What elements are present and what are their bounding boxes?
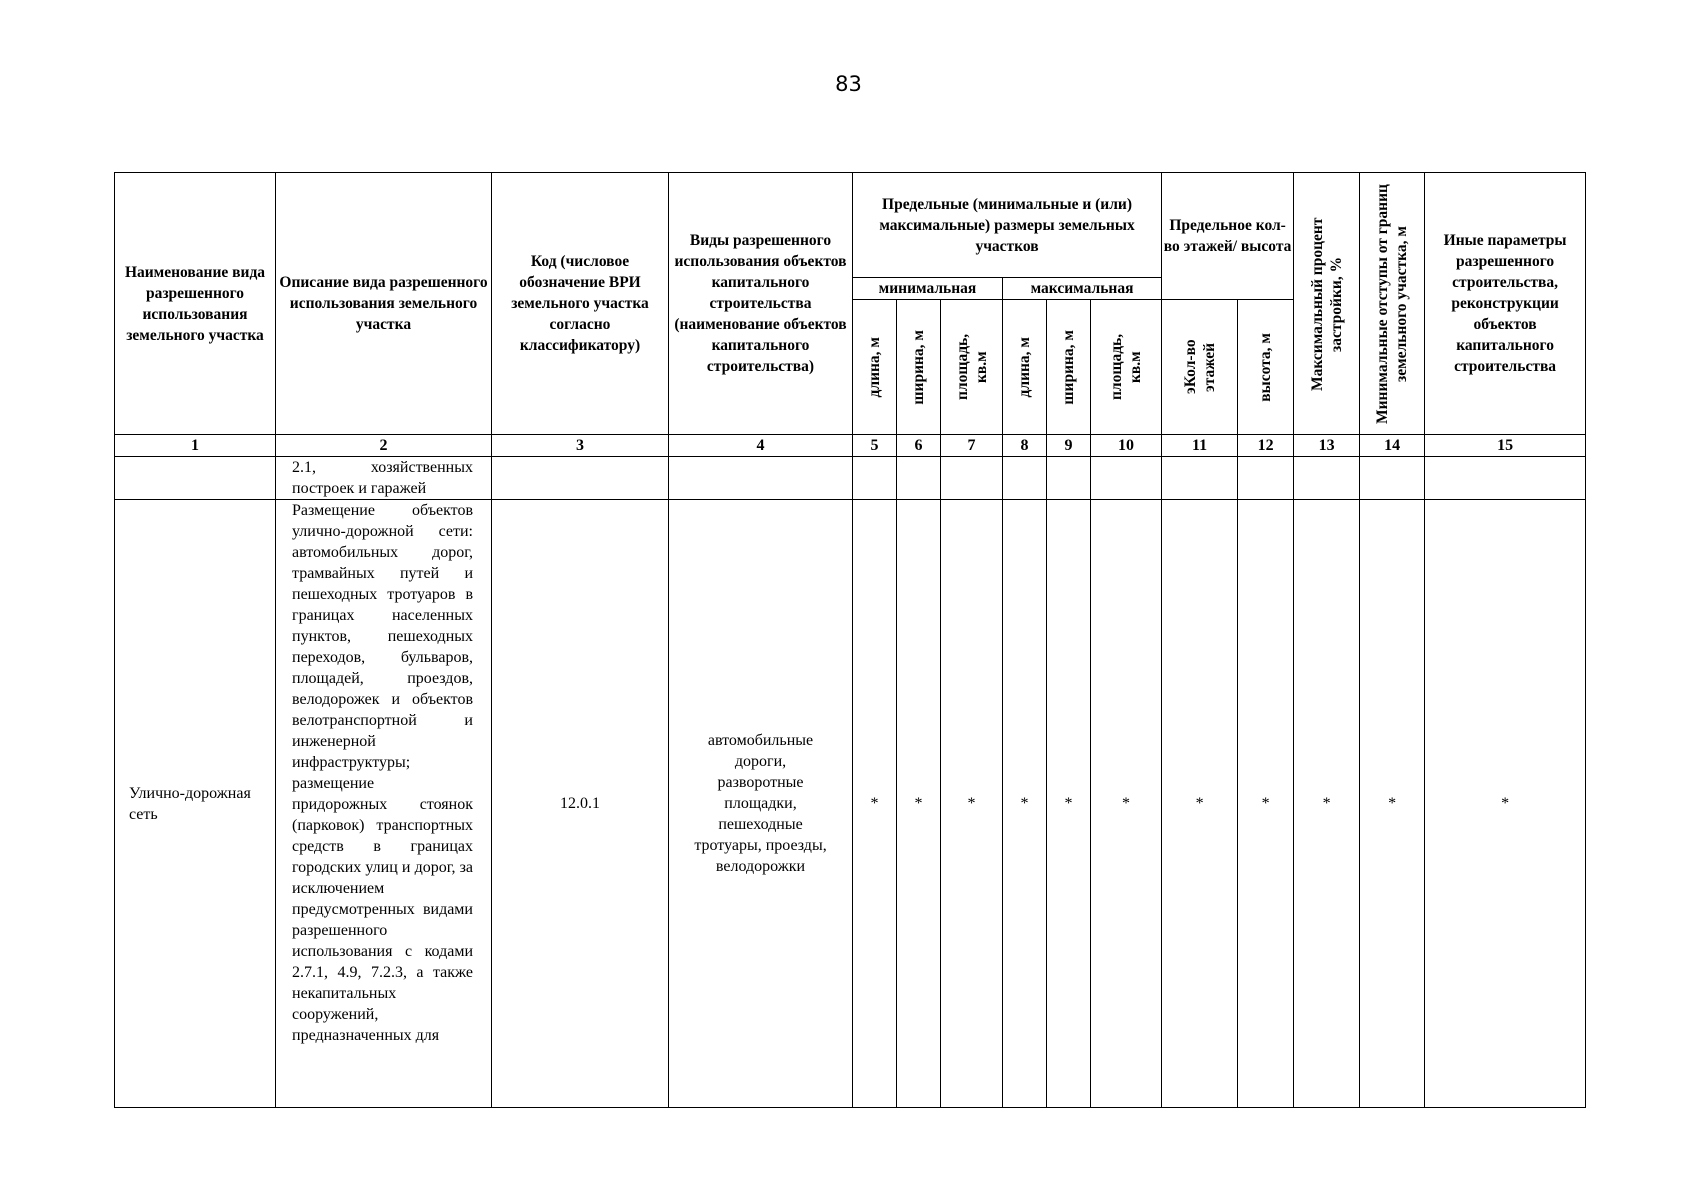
column-number: 12 bbox=[1238, 435, 1294, 457]
row-name: Улично-дорожная сеть bbox=[115, 500, 276, 1108]
zoning-table bbox=[114, 172, 1586, 1108]
header-max-area: площадь, кв.м bbox=[1091, 300, 1162, 435]
row-value bbox=[1047, 457, 1091, 500]
header-build-percent: Максимальный процент застройки, % bbox=[1294, 173, 1360, 435]
column-number: 7 bbox=[941, 435, 1003, 457]
row-value: * bbox=[1162, 500, 1238, 1108]
header-min: минимальная bbox=[853, 278, 1003, 300]
row-code bbox=[492, 457, 669, 500]
row-value bbox=[897, 457, 941, 500]
column-number: 3 bbox=[492, 435, 669, 457]
page-number: 83 bbox=[835, 72, 862, 96]
column-number: 13 bbox=[1294, 435, 1360, 457]
table-row bbox=[115, 500, 1586, 1108]
row-objects: автомобильные дороги, разворотные площадки, пешеходные тротуары, проезды, велодорожки bbox=[669, 500, 853, 1108]
row-value: * bbox=[853, 500, 897, 1108]
row-value bbox=[1162, 457, 1238, 500]
header-max: максимальная bbox=[1003, 278, 1162, 300]
header-min-width: ширина, м bbox=[897, 300, 941, 435]
row-description: 2.1, хозяйственных построек и гаражей bbox=[276, 457, 492, 500]
column-number: 10 bbox=[1091, 435, 1162, 457]
row-value bbox=[1238, 457, 1294, 500]
header-max-width: ширина, м bbox=[1047, 300, 1091, 435]
header-height: высота, м bbox=[1238, 300, 1294, 435]
column-number: 14 bbox=[1360, 435, 1425, 457]
row-value bbox=[1294, 457, 1360, 500]
column-number: 4 bbox=[669, 435, 853, 457]
column-number: 8 bbox=[1003, 435, 1047, 457]
row-objects bbox=[669, 457, 853, 500]
row-name bbox=[115, 457, 276, 500]
column-number: 11 bbox=[1162, 435, 1238, 457]
row-value bbox=[941, 457, 1003, 500]
column-number: 9 bbox=[1047, 435, 1091, 457]
row-value: * bbox=[1003, 500, 1047, 1108]
column-number: 6 bbox=[897, 435, 941, 457]
row-value bbox=[1003, 457, 1047, 500]
row-value: * bbox=[1360, 500, 1425, 1108]
row-code: 12.0.1 bbox=[492, 500, 669, 1108]
row-value bbox=[1360, 457, 1425, 500]
column-number: 1 bbox=[115, 435, 276, 457]
column-number: 2 bbox=[276, 435, 492, 457]
row-description: Размещение объектов улично-дорожной сети: автомобильных дорог, трамвайных путей и пешеходных тротуаров в границах населенных пунктов, пешеходных переходов, бульваров, площадей, проездов, велодорожек и объектов велотранспортной и инженерной инфраструктуры; размещение придорожных стоянок (парковок) транспортных средств в границах городских улиц и дорог, за исключением предусмотренных видами разрешенного использования с кодами 2.7.1, 4.9, 7.2.3, а также некапитальных сооружений, предназначенных для bbox=[276, 500, 492, 1108]
header-plot-sizes: Предельные (минимальные и (или) максимальные) размеры земельных участков bbox=[853, 173, 1162, 278]
row-value: * bbox=[1047, 500, 1091, 1108]
row-value bbox=[1091, 457, 1162, 500]
table-row bbox=[115, 457, 1586, 500]
column-number: 5 bbox=[853, 435, 897, 457]
row-value: * bbox=[1425, 500, 1586, 1108]
header-name: Наименование вида разрешенного использования земельного участка bbox=[115, 173, 276, 435]
row-value bbox=[1425, 457, 1586, 500]
row-value: * bbox=[1091, 500, 1162, 1108]
header-setbacks: Минимальные отступы от границ земельного участка, м bbox=[1360, 173, 1425, 435]
column-number: 15 bbox=[1425, 435, 1586, 457]
header-description: Описание вида разрешенного использования земельного участка bbox=[276, 173, 492, 435]
header-other-params: Иные параметры разрешенного строительства, реконструкции объектов капитального строительства bbox=[1425, 173, 1586, 435]
row-value: * bbox=[897, 500, 941, 1108]
header-max-length: длина, м bbox=[1003, 300, 1047, 435]
row-value: * bbox=[941, 500, 1003, 1108]
header-min-area: площадь, кв.м bbox=[941, 300, 1003, 435]
column-numbers-row bbox=[115, 435, 1586, 457]
header-min-length: длина, м bbox=[853, 300, 897, 435]
header-floors-height: Предельное кол-во этажей/ высота bbox=[1162, 173, 1294, 300]
row-value: * bbox=[1294, 500, 1360, 1108]
row-value: * bbox=[1238, 500, 1294, 1108]
header-code: Код (числовое обозначение ВРИ земельного участка согласно классификатору) bbox=[492, 173, 669, 435]
header-floor-count: эКол-во этажей bbox=[1162, 300, 1238, 435]
header-objects: Виды разрешенного использования объектов капитального строительства (наименование объектов капитального строительства) bbox=[669, 173, 853, 435]
row-value bbox=[853, 457, 897, 500]
